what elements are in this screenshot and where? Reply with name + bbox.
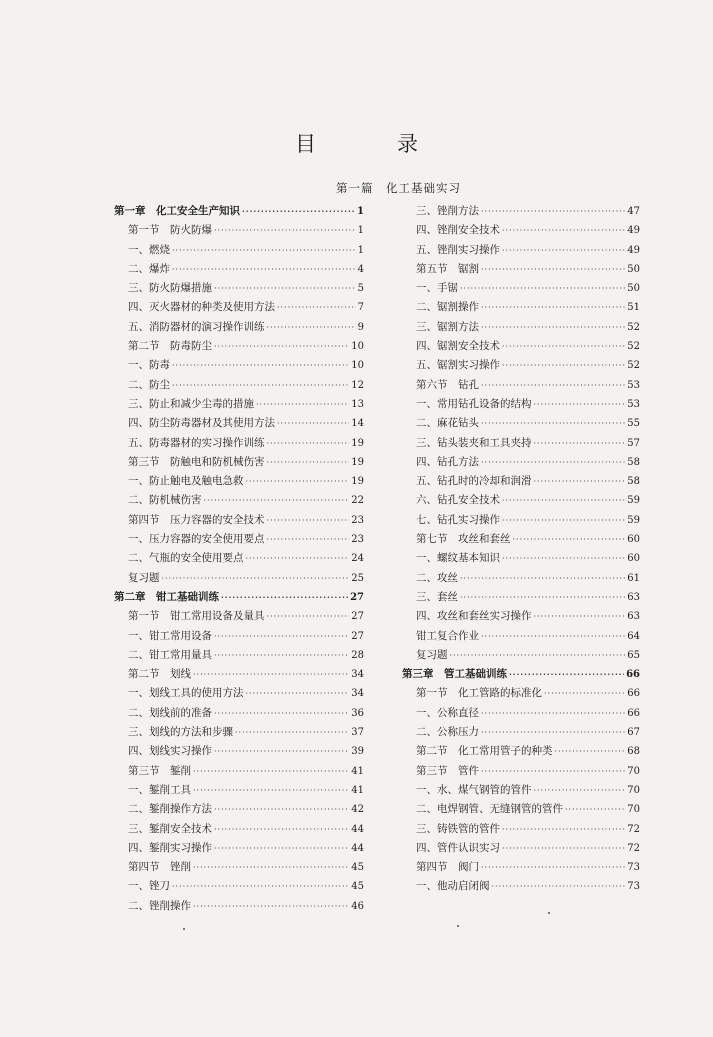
toc-leader-dots [193,902,349,911]
toc-leader-dots [534,439,626,448]
toc-entry [402,878,640,897]
toc-entry-page: 57 [627,437,640,449]
toc-entry-title: 第二章 钳工基础训练 [114,590,219,603]
toc-entry-page: 23 [351,534,364,546]
toc-leader-dots [502,361,625,370]
toc-entry-title: 第四节 压力容器的安全技术 [128,513,265,526]
toc-entry [402,377,640,396]
toc-entry [114,763,364,782]
toc-entry-page: 47 [627,206,640,217]
toc-leader-dots [214,226,356,235]
toc-entry-page: 27 [350,591,364,603]
toc-entry-title: 一、压力容器的安全使用要点 [128,533,265,546]
toc-entry-page: 66 [627,707,640,719]
toc-entry-page: 51 [627,302,640,314]
toc-entry-page: 63 [627,611,640,623]
toc-entry [402,859,640,878]
toc-entry-title: 第一章 化工安全生产知识 [114,205,240,217]
toc-entry-page: 58 [627,476,640,488]
toc-leader-dots [267,612,350,621]
toc-entry-page: 49 [627,244,640,256]
toc-entry-title: 六、钻孔安全技术 [416,494,500,507]
toc-leader-dots [534,477,626,486]
toc-entry-page: 28 [351,649,364,661]
toc-entry-page: 27 [351,630,364,642]
toc-entry [114,705,364,724]
toc-leader-dots [267,516,350,525]
toc-entry-title: 三、套丝 [416,590,458,603]
toc-leader-dots [246,689,350,698]
toc-leader-dots [460,593,625,602]
toc-leader-dots [267,535,350,544]
toc-entry-title: 一、手锯 [416,282,458,295]
toc-entry-title: 五、钻孔时的冷却和润滑 [416,475,532,488]
toc-entry-page: 1 [357,206,364,217]
toc-leader-dots [235,728,349,737]
toc-entry [114,377,364,396]
toc-entry [402,763,640,782]
toc-entry [114,685,364,704]
toc-leader-dots [502,825,625,834]
toc-entry-page: 59 [627,514,640,526]
toc-entry-title: 四、划线实习操作 [128,745,212,758]
toc-entry [402,724,640,743]
toc-entry-title: 二、麻花钻头 [416,417,479,430]
toc-entry-title: 第三节 錾削 [128,764,191,777]
toc-entry-title: 四、锯割安全技术 [416,340,500,353]
toc-entry-page: 36 [351,707,364,719]
toc-entry-title: 第二节 防毒防尘 [128,340,212,353]
toc-entry-title: 四、管件认识实习 [416,841,500,854]
toc-entry-page: 65 [627,649,640,661]
toc-entry [114,242,364,261]
toc-leader-dots [481,381,625,390]
toc-entry-title: 第六节 钻孔 [416,378,479,391]
toc-entry-page: 34 [351,688,364,700]
toc-entry [402,608,640,627]
toc-entry [402,454,640,473]
toc-entry [402,666,640,685]
toc-entry [114,280,364,299]
toc-entry [114,222,364,241]
toc-entry [402,743,640,762]
toc-entry-page: 70 [627,784,640,796]
toc-entry-page: 23 [351,514,364,526]
toc-entry-title: 复习题 [416,648,448,661]
toc-entry-title: 二、防尘 [128,378,170,391]
toc-entry-title: 二、防机械伤害 [128,494,202,507]
toc-entry-page: 73 [627,881,640,893]
toc-entry [114,415,364,434]
toc-entry [402,550,640,569]
toc-entry-title: 一、划线工具的使用方法 [128,687,244,700]
toc-leader-dots [502,554,625,563]
toc-leader-dots [534,786,626,795]
toc-leader-dots [267,439,350,448]
toc-entry-title: 二、攻丝 [416,571,458,584]
toc-entry [114,570,364,589]
toc-entry-title: 一、他动启闭阀 [416,880,490,893]
toc-entry-title: 五、锯割实习操作 [416,359,500,372]
toc-entry [402,492,640,511]
toc-leader-dots [214,805,349,814]
toc-entry-title: 一、防毒 [128,359,170,372]
toc-entry-page: 10 [351,360,364,372]
toc-entry-title: 二、公称压力 [416,726,479,739]
toc-leader-dots [481,303,625,312]
toc-entry [402,821,640,840]
toc-leader-dots [246,554,350,563]
toc-entry-title: 第四节 阀门 [416,861,479,874]
toc-leader-dots [513,535,626,544]
toc-entry-title: 一、钳工常用设备 [128,629,212,642]
toc-entry-page: 50 [627,283,640,295]
toc-leader-dots [481,207,625,216]
toc-entry-title: 一、常用钻孔设备的结构 [416,397,532,410]
toc-leader-dots [214,651,349,660]
toc-leader-dots [481,632,625,641]
toc-entry-page: 66 [627,688,640,700]
toc-entry-page: 13 [351,398,364,410]
toc-leader-dots [256,400,349,409]
toc-entry-page: 53 [627,398,640,410]
toc-entry [114,357,364,376]
toc-entry-title: 一、螺纹基本知识 [416,552,500,565]
toc-entry [114,724,364,743]
toc-entry [402,531,640,550]
toc-entry-page: 42 [351,804,364,816]
toc-entry-title: 二、锉削操作 [128,899,191,912]
toc-entry-title: 四、防尘防毒器材及其使用方法 [128,417,275,430]
toc-entry-page: 22 [351,495,364,507]
toc-leader-dots [502,226,625,235]
toc-entry-page: 66 [626,669,640,681]
toc-entry [114,666,364,685]
toc-leader-dots [267,323,356,332]
toc-leader-dots [534,400,626,409]
toc-entry-title: 第四节 锉削 [128,861,191,874]
toc-entry [114,801,364,820]
toc-entry [402,280,640,299]
toc-entry-title: 一、燃烧 [128,243,170,256]
toc-entry-page: 27 [351,611,364,623]
toc-entry [402,685,640,704]
toc-leader-dots [193,863,349,872]
toc-entry [402,242,640,261]
toc-leader-dots [193,670,349,679]
toc-entry-title: 三、锯割方法 [416,320,479,333]
toc-leader-dots [460,574,625,583]
page-title: 目 录 [295,132,448,156]
toc-entry-title: 三、锉削方法 [416,205,479,217]
toc-leader-dots [502,844,625,853]
toc-leader-dots [162,574,350,583]
toc-leader-dots [242,206,355,216]
toc-entry-title: 二、爆炸 [128,262,170,275]
toc-entry-title: 三、錾削安全技术 [128,822,212,835]
toc-leader-dots [502,342,625,351]
toc-entry-page: 53 [627,379,640,391]
scan-speck [183,928,185,930]
toc-leader-dots [502,246,625,255]
toc-entry [402,705,640,724]
toc-entry [402,782,640,801]
toc-entry [402,396,640,415]
toc-entry-title: 第一节 防火防爆 [128,224,212,237]
toc-entry-title: 三、划线的方法和步骤 [128,726,233,739]
toc-entry [402,435,640,454]
toc-entry [402,415,640,434]
toc-entry-title: 二、划线前的准备 [128,706,212,719]
toc-leader-dots [172,361,349,370]
toc-entry [114,299,364,318]
toc-leader-dots [204,496,350,505]
toc-entry-page: 55 [627,418,640,430]
toc-entry [114,512,364,531]
toc-entry-title: 钳工复合作业 [416,629,479,642]
toc-entry-page: 39 [351,746,364,758]
toc-entry-title: 二、气瓶的安全使用要点 [128,552,244,565]
toc-entry-title: 第三章 管工基础训练 [402,668,507,681]
scan-speck [548,912,550,914]
toc-entry-page: 1 [357,225,364,237]
toc-entry-page: 70 [627,804,640,816]
toc-leader-dots [481,709,625,718]
toc-entry [402,357,640,376]
toc-entry [402,628,640,647]
toc-entry [402,222,640,241]
toc-leader-dots [460,284,625,293]
toc-leader-dots [246,477,350,486]
toc-entry-page: 58 [627,456,640,468]
toc-leader-dots [277,419,349,428]
toc-entry-page: 72 [627,823,640,835]
toc-leader-dots [534,612,626,621]
scan-speck [457,925,459,927]
toc-entry [402,319,640,338]
toc-entry-title: 四、钻孔方法 [416,455,479,468]
toc-entry [114,840,364,859]
toc-entry [114,319,364,338]
toc-entry-page: 5 [357,283,364,295]
toc-entry-page: 19 [351,437,364,449]
toc-entry [114,743,364,762]
toc-entry-page: 50 [627,263,640,275]
toc-entry [402,570,640,589]
toc-entry-page: 12 [351,379,364,391]
toc-entry-title: 五、消防器材的演习操作训练 [128,320,265,333]
toc-leader-dots [502,496,625,505]
toc-entry-page: 68 [627,746,640,758]
toc-entry-title: 复习题 [128,571,160,584]
toc-entry [114,898,364,917]
toc-leader-dots [481,458,625,467]
toc-entry [402,589,640,608]
toc-entry-title: 第一节 化工管路的标准化 [416,687,542,700]
toc-entry-title: 四、攻丝和套丝实习操作 [416,610,532,623]
toc-entry [114,396,364,415]
toc-leader-dots [193,767,349,776]
toc-entry [402,203,640,222]
toc-entry [114,859,364,878]
toc-leader-dots [172,265,356,274]
toc-entry-title: 第七节 攻丝和套丝 [416,533,511,546]
toc-entry [114,454,364,473]
toc-entry [114,435,364,454]
toc-entry-title: 四、錾削实习操作 [128,841,212,854]
toc-entry-page: 73 [627,862,640,874]
toc-entry-page: 52 [627,360,640,372]
toc-entry-page: 4 [357,263,364,275]
toc-entry-title: 一、锉刀 [128,880,170,893]
toc-entry-title: 四、锉削安全技术 [416,224,500,237]
toc-entry [114,473,364,492]
toc-entry-title: 一、公称直径 [416,706,479,719]
toc-entry-page: 41 [351,765,364,777]
toc-entry-title: 一、防止触电及触电急救 [128,475,244,488]
toc-entry-page: 67 [627,727,640,739]
toc-entry-title: 第三节 管件 [416,764,479,777]
toc-entry-title: 七、钻孔实习操作 [416,513,500,526]
toc-entry [114,492,364,511]
toc-leader-dots [481,265,625,274]
toc-entry-page: 41 [351,784,364,796]
toc-entry-title: 第五节 锯割 [416,262,479,275]
toc-entry-title: 一、水、煤气钢管的管件 [416,783,532,796]
toc-entry-page: 72 [627,842,640,854]
toc-entry-page: 59 [627,495,640,507]
toc-entry-page: 24 [351,553,364,565]
toc-entry-page: 44 [351,823,364,835]
toc-entry [114,550,364,569]
toc-leader-dots [544,689,625,698]
toc-entry-title: 五、锉削实习操作 [416,243,500,256]
toc-entry-page: 60 [627,553,640,565]
toc-entry [402,299,640,318]
toc-entry [402,473,640,492]
toc-entry-title: 第二节 划线 [128,668,191,681]
toc-entry-page: 44 [351,842,364,854]
toc-leader-dots [214,342,349,351]
toc-entry-title: 第二节 化工常用管子的种类 [416,745,553,758]
toc-entry [402,338,640,357]
toc-entry-title: 二、钳工常用量具 [128,648,212,661]
toc-entry [114,628,364,647]
toc-entry-title: 二、锯割操作 [416,301,479,314]
toc-entry-page: 10 [351,341,364,353]
toc-leader-dots [502,516,625,525]
toc-entry [402,840,640,859]
toc-entry-page: 64 [627,630,640,642]
toc-left-column [114,203,364,917]
toc-entry-title: 三、防火防爆措施 [128,282,212,295]
toc-leader-dots [565,805,625,814]
toc-entry-page: 45 [351,881,364,893]
toc-leader-dots [481,419,625,428]
toc-entry-title: 三、防止和减少尘毒的措施 [128,397,254,410]
toc-entry-title: 一、錾削工具 [128,783,191,796]
toc-leader-dots [214,632,349,641]
toc-entry-page: 70 [627,765,640,777]
toc-entry-page: 25 [351,572,364,584]
toc-leader-dots [214,284,356,293]
toc-entry-title: 三、钻头装夹和工具夹持 [416,436,532,449]
toc-leader-dots [277,303,356,312]
toc-leader-dots [492,882,626,891]
toc-leader-dots [221,592,348,602]
toc-entry-page: 46 [351,900,364,912]
toc-entry-title: 第三节 防触电和防机械伤害 [128,455,265,468]
toc-entry-title: 四、灭火器材的种类及使用方法 [128,301,275,314]
toc-right-column [402,203,640,898]
toc-entry-page: 61 [627,572,640,584]
toc-entry-page: 7 [357,302,364,314]
toc-entry-title: 三、铸铁管的管件 [416,822,500,835]
toc-entry-page: 37 [351,727,364,739]
toc-entry [114,338,364,357]
toc-leader-dots [450,651,626,660]
toc-entry [402,512,640,531]
toc-leader-dots [481,863,625,872]
toc-leader-dots [481,767,625,776]
toc-leader-dots [214,709,349,718]
toc-entry [114,203,364,222]
toc-leader-dots [481,323,625,332]
toc-leader-dots [193,786,349,795]
toc-leader-dots [481,728,625,737]
toc-entry-page: 63 [627,591,640,603]
toc-entry-page: 60 [627,534,640,546]
toc-entry-page: 34 [351,669,364,681]
toc-entry-title: 第一节 钳工常用设备及量具 [128,610,265,623]
toc-leader-dots [172,246,356,255]
toc-entry-page: 49 [627,225,640,237]
toc-entry [114,647,364,666]
toc-entry-title: 五、防毒器材的实习操作训练 [128,436,265,449]
toc-leader-dots [214,747,349,756]
toc-entry [402,261,640,280]
toc-entry-page: 1 [357,244,364,256]
toc-leader-dots [172,381,349,390]
part-title: 第一篇 化工基础实习 [336,181,461,195]
toc-leader-dots [267,458,350,467]
toc-leader-dots [214,844,349,853]
toc-entry-title: 二、錾削操作方法 [128,803,212,816]
toc-leader-dots [214,825,349,834]
toc-leader-dots [509,669,624,679]
toc-entry-page: 14 [351,418,364,430]
toc-entry-page: 45 [351,862,364,874]
toc-entry [114,531,364,550]
toc-leader-dots [555,747,626,756]
toc-entry-page: 9 [357,321,364,333]
toc-entry [114,782,364,801]
toc-entry-page: 19 [351,456,364,468]
toc-entry [402,647,640,666]
toc-entry [114,878,364,897]
toc-entry-page: 52 [627,341,640,353]
toc-entry [114,261,364,280]
toc-entry [114,589,364,608]
toc-entry [114,821,364,840]
toc-entry [114,608,364,627]
toc-leader-dots [172,882,349,891]
toc-entry [402,801,640,820]
toc-entry-title: 二、电焊钢管、无缝钢管的管件 [416,803,563,816]
toc-entry-page: 52 [627,321,640,333]
toc-entry-page: 19 [351,476,364,488]
